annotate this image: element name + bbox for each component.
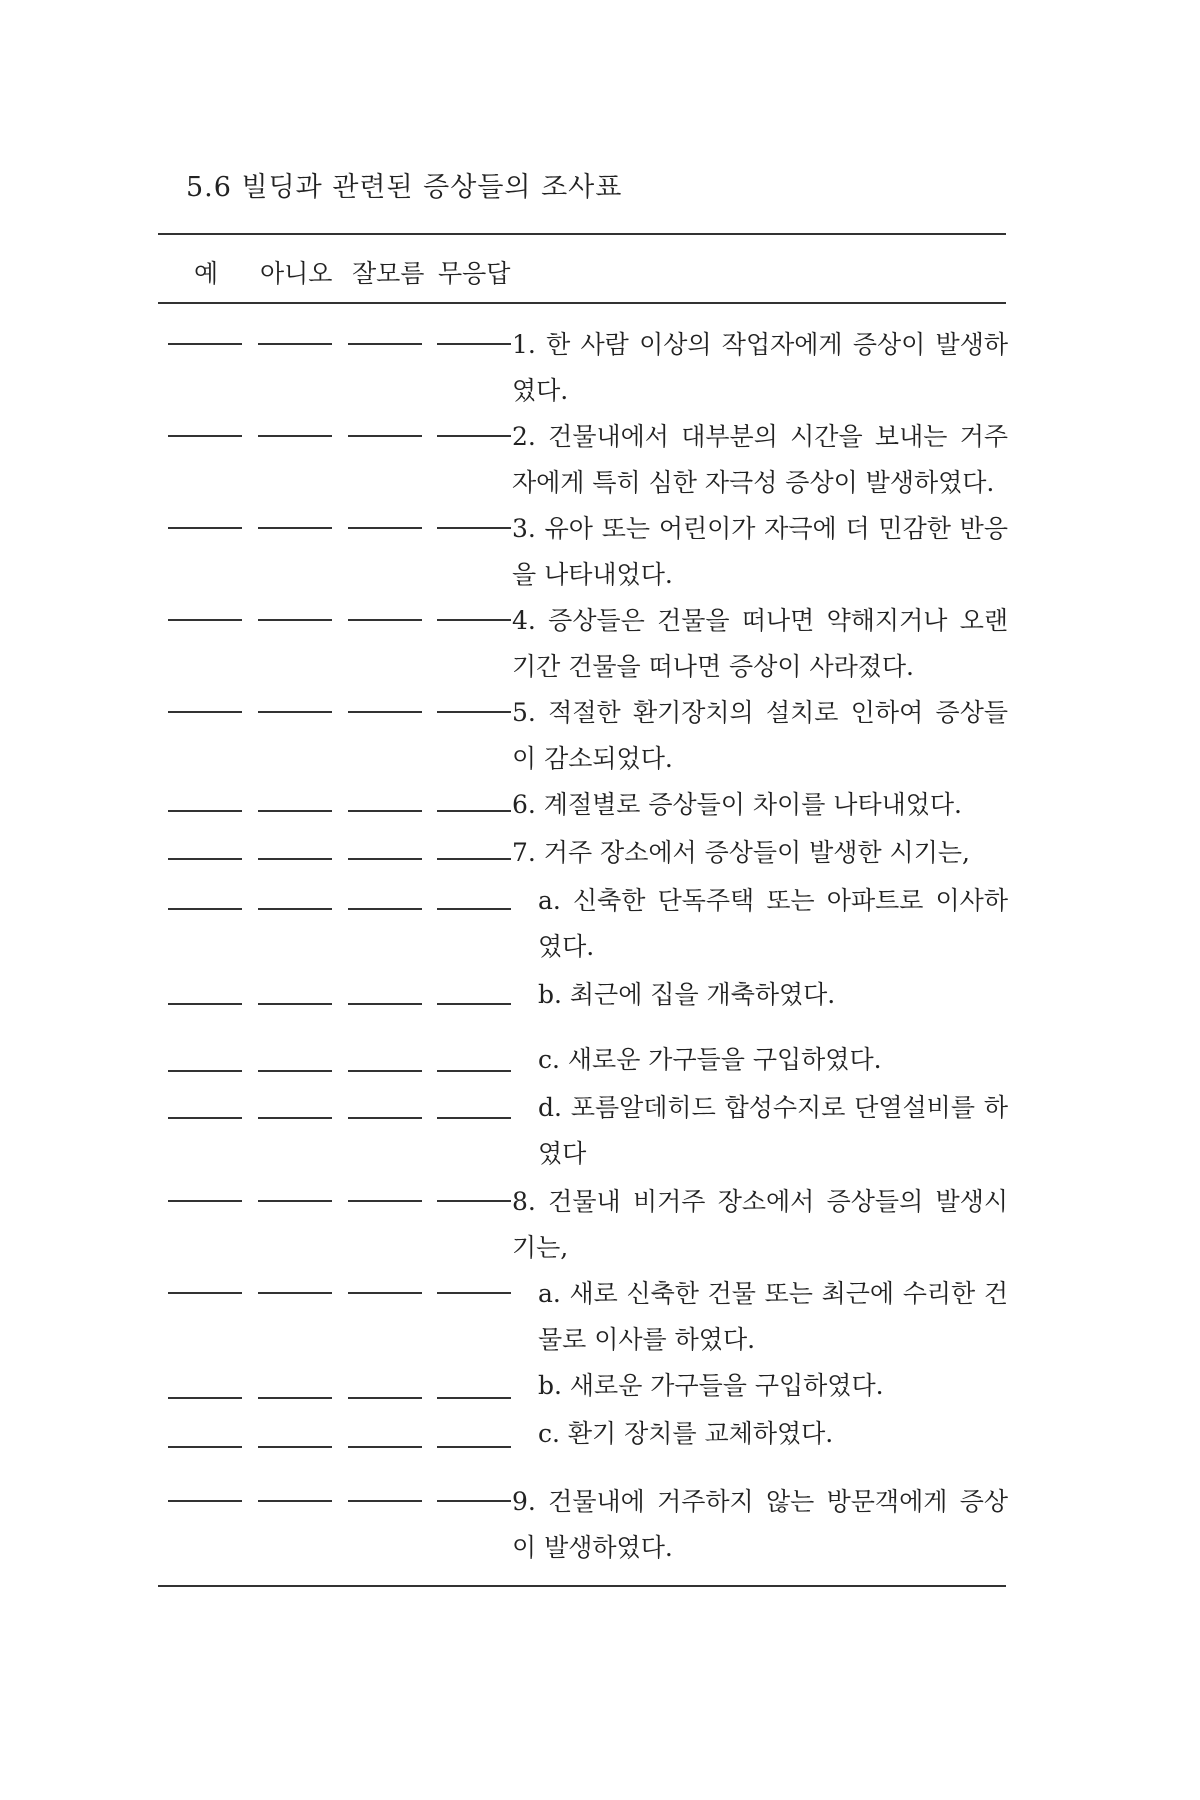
answer-blank-yes[interactable] [168, 1003, 242, 1005]
answer-blank-no[interactable] [258, 1200, 332, 1202]
answer-blank-no[interactable] [258, 527, 332, 529]
answer-blank-unknown[interactable] [348, 1446, 422, 1448]
answer-blank-yes[interactable] [168, 1200, 242, 1202]
page-title: 5.6 빌딩과 관련된 증상들의 조사표 [186, 172, 623, 203]
answer-blank-no-response[interactable] [437, 1200, 511, 1202]
answer-blank-no[interactable] [258, 1292, 332, 1294]
answer-blank-no[interactable] [258, 1003, 332, 1005]
answer-blank-unknown[interactable] [348, 435, 422, 437]
answer-blank-no-response[interactable] [437, 1117, 511, 1119]
answer-blank-unknown[interactable] [348, 1003, 422, 1005]
header-no-response: 무응답 [438, 259, 511, 288]
answer-blank-no-response[interactable] [437, 1070, 511, 1072]
answer-blank-yes[interactable] [168, 858, 242, 860]
top-rule [158, 233, 1006, 235]
answer-blank-no-response[interactable] [437, 1397, 511, 1399]
answer-blank-yes[interactable] [168, 711, 242, 713]
answer-blank-yes[interactable] [168, 1500, 242, 1502]
question-text: 9. 건물내에 거주하지 않는 방문객에게 증상이 발생하였다. [512, 1487, 1008, 1562]
answer-blank-unknown[interactable] [348, 810, 422, 812]
question-text: 4. 증상들은 건물을 떠나면 약해지거나 오랜 기간 건물을 떠나면 증상이 사라졌다. [512, 606, 1008, 681]
answer-blank-unknown[interactable] [348, 1200, 422, 1202]
answer-blank-unknown[interactable] [348, 711, 422, 713]
answer-blank-no-response[interactable] [437, 1003, 511, 1005]
question-text: 8. 건물내 비거주 장소에서 증상들의 발생시기는, [512, 1187, 1008, 1262]
answer-blank-unknown[interactable] [348, 619, 422, 621]
answer-blank-no-response[interactable] [437, 527, 511, 529]
answer-blank-unknown[interactable] [348, 1070, 422, 1072]
answer-blank-yes[interactable] [168, 810, 242, 812]
question-text: 2. 건물내에서 대부분의 시간을 보내는 거주자에게 특히 심한 자극성 증상이 발생하였다. [512, 422, 1008, 497]
answer-blank-unknown[interactable] [348, 1500, 422, 1502]
answer-blank-unknown[interactable] [348, 1397, 422, 1399]
answer-blank-no[interactable] [258, 810, 332, 812]
answer-blank-yes[interactable] [168, 435, 242, 437]
answer-blank-unknown[interactable] [348, 1292, 422, 1294]
answer-blank-yes[interactable] [168, 343, 242, 345]
answer-blank-no[interactable] [258, 711, 332, 713]
question-text: 3. 유아 또는 어린이가 자극에 더 민감한 반응을 나타내었다. [512, 514, 1008, 589]
answer-blank-no[interactable] [258, 908, 332, 910]
answer-blank-no-response[interactable] [437, 619, 511, 621]
answer-blank-no[interactable] [258, 619, 332, 621]
answer-blank-unknown[interactable] [348, 527, 422, 529]
answer-blank-yes[interactable] [168, 1117, 242, 1119]
answer-blank-yes[interactable] [168, 619, 242, 621]
answer-blank-no-response[interactable] [437, 858, 511, 860]
answer-blank-unknown[interactable] [348, 343, 422, 345]
header-yes: 예 [194, 259, 219, 288]
header-rule [158, 302, 1006, 304]
answer-blank-yes[interactable] [168, 1070, 242, 1072]
answer-blank-yes[interactable] [168, 1397, 242, 1399]
answer-blank-no[interactable] [258, 1500, 332, 1502]
question-text: a. 새로 신축한 건물 또는 최근에 수리한 건물로 이사를 하였다. [538, 1279, 1008, 1354]
answer-blank-yes[interactable] [168, 1446, 242, 1448]
question-text: 6. 계절별로 증상들이 차이를 나타내었다. [512, 790, 962, 819]
answer-blank-no[interactable] [258, 343, 332, 345]
answer-blank-no-response[interactable] [437, 1500, 511, 1502]
header-unknown: 잘모름 [352, 259, 425, 288]
answer-blank-unknown[interactable] [348, 858, 422, 860]
question-text: 1. 한 사람 이상의 작업자에게 증상이 발생하였다. [512, 330, 1008, 405]
answer-blank-yes[interactable] [168, 908, 242, 910]
question-text: c. 환기 장치를 교체하였다. [538, 1419, 834, 1448]
answer-blank-no-response[interactable] [437, 1292, 511, 1294]
question-text: 5. 적절한 환기장치의 설치로 인하여 증상들이 감소되었다. [512, 698, 1008, 773]
answer-blank-no-response[interactable] [437, 908, 511, 910]
bottom-rule [158, 1585, 1006, 1587]
answer-blank-no[interactable] [258, 1446, 332, 1448]
question-text: b. 새로운 가구들을 구입하였다. [538, 1371, 884, 1400]
answer-blank-no-response[interactable] [437, 435, 511, 437]
question-text: 7. 거주 장소에서 증상들이 발생한 시기는, [512, 838, 970, 867]
answer-blank-no[interactable] [258, 858, 332, 860]
answer-blank-no-response[interactable] [437, 343, 511, 345]
answer-blank-unknown[interactable] [348, 908, 422, 910]
answer-blank-no-response[interactable] [437, 1446, 511, 1448]
question-text: b. 최근에 집을 개축하였다. [538, 980, 836, 1009]
answer-blank-no[interactable] [258, 435, 332, 437]
answer-blank-no-response[interactable] [437, 810, 511, 812]
answer-blank-no[interactable] [258, 1397, 332, 1399]
answer-blank-unknown[interactable] [348, 1117, 422, 1119]
header-no: 아니오 [260, 259, 333, 288]
answer-blank-no[interactable] [258, 1070, 332, 1072]
answer-blank-yes[interactable] [168, 527, 242, 529]
question-text: a. 신축한 단독주택 또는 아파트로 이사하였다. [538, 886, 1008, 961]
answer-blank-yes[interactable] [168, 1292, 242, 1294]
answer-blank-no-response[interactable] [437, 711, 511, 713]
answer-blank-no[interactable] [258, 1117, 332, 1119]
question-text: c. 새로운 가구들을 구입하였다. [538, 1045, 882, 1074]
question-text: d. 포름알데히드 합성수지로 단열설비를 하였다 [538, 1093, 1008, 1168]
